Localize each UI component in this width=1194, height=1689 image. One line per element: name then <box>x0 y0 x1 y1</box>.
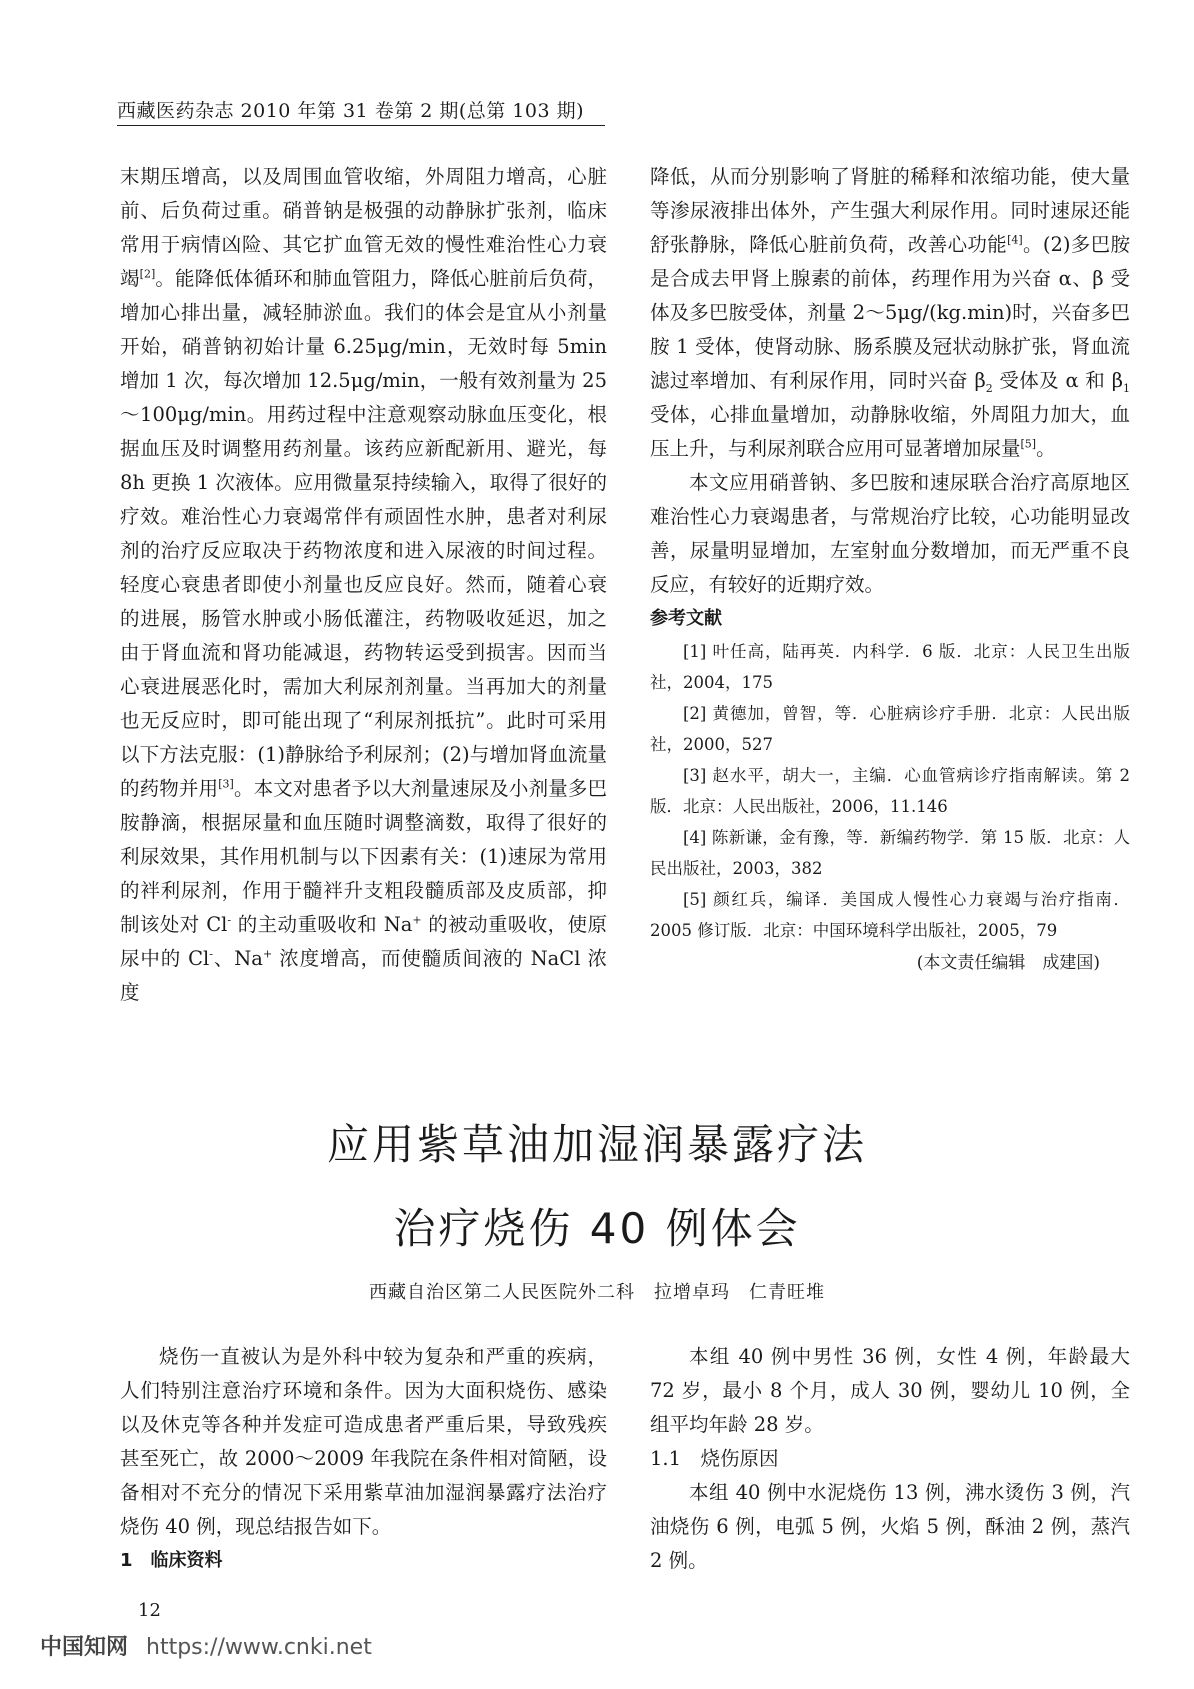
reference-item: [5] 颜红兵，编译．美国成人慢性心力衰竭与治疗指南．2005 修订版．北京：中国环境科学出版社，2005，79 <box>650 890 1130 940</box>
left-column-top <box>120 160 607 1010</box>
page-number: 12 <box>138 1600 161 1621</box>
journal-header: 西藏医药杂志 2010 年第 31 卷第 2 期(总第 103 期) <box>117 100 585 122</box>
editor-note: (本文责任编辑 成建国) <box>916 953 1100 973</box>
left-column-bottom <box>120 1340 607 1578</box>
article-title-line2: 治疗烧伤 40 例体会 <box>393 1204 801 1253</box>
reference-item: [4] 陈新谦，金有豫，等．新编药物学．第 15 版．北京：人民出版社，2003，382 <box>650 828 1130 878</box>
cnki-watermark <box>40 1630 372 1661</box>
right-column-bottom <box>650 1340 1130 1578</box>
right-column-top <box>650 160 1130 980</box>
author-byline: 西藏自治区第二人民医院外二科 拉增卓玛 仁青旺堆 <box>369 1282 825 1303</box>
header-rule <box>117 125 605 126</box>
references-heading: 参考文献 <box>650 608 722 629</box>
reference-item: [1] 叶任高，陆再英．内科学．6 版．北京：人民卫生出版社，2004，175 <box>650 642 1130 692</box>
reference-item: [3] 赵水平，胡大一，主编．心血管病诊疗指南解读。第 2 版．北京：人民出版社，2006，11.146 <box>650 766 1130 816</box>
paragraph: 本组 40 例中男性 36 例，女性 4 例，年龄最大 72 岁，最小 8 个月，成人 30 例，婴幼儿 10 例，全组平均年龄 28 岁。 <box>650 1345 1130 1436</box>
reference-item: [2] 黄德加，曾智，等．心脏病诊疗手册．北京：人民出版社，2000，527 <box>650 704 1130 754</box>
subsection-heading: 1.1 烧伤原因 <box>650 1447 779 1470</box>
paragraph: 本文应用硝普钠、多巴胺和速尿联合治疗高原地区难治性心力衰竭患者，与常规治疗比较，心功能明显改善，尿量明显增加，左室射血分数增加，而无严重不良反应，有较好的近期疗效。 <box>650 471 1130 596</box>
cnki-logo: 中国知网 <box>40 1635 129 1660</box>
cnki-url[interactable]: https://www.cnki.net <box>146 1635 372 1660</box>
paragraph: 烧伤一直被认为是外科中较为复杂和严重的疾病，人们特别注意治疗环境和条件。因为大面积烧伤、感染以及休克等各种并发症可造成患者严重后果，导致残疾甚至死亡，故 2000～2009 年我院在条件相对简陋，设备相对不充分的情况下采用紫草油加湿润暴露疗法治疗烧伤 40 例，现总结报告如下。 <box>120 1345 607 1538</box>
section-heading: 1 临床资料 <box>120 1550 223 1571</box>
article-title-line1: 应用紫草油加湿润暴露疗法 <box>326 1120 867 1169</box>
paragraph: 降低，从而分别影响了肾脏的稀释和浓缩功能，使大量等渗尿液排出体外，产生强大利尿作用。同时速尿还能舒张静脉，降低心脏前负荷，改善心功能[4]。(2)多巴胺是合成去甲肾上腺素的前体，药理作用为兴奋 α、β 受体及多巴胺受体，剂量 2～5μg/(kg.min)时，兴奋多巴胺 1 受体，使肾动脉、肠系膜及冠状动脉扩张，肾血流滤过率增加、有利尿作用，同时兴奋 $\beta_2$ 受体及 α 和 $\beta_1$ 受体，心排血量增加，动静脉收缩，外周阻力加大，血压上升，与利尿剂联合应用可显著增加尿量[5]。 <box>650 165 1130 460</box>
paragraph: 本组 40 例中水泥烧伤 13 例，沸水烫伤 3 例，汽油烧伤 6 例，电弧 5 例，火焰 5 例，酥油 2 例，蒸汽 2 例。 <box>650 1481 1130 1572</box>
paragraph: 末期压增高，以及周围血管收缩，外周阻力增高，心脏前、后负荷过重。硝普钠是极强的动静脉扩张剂，临床常用于病情凶险、其它扩血管无效的慢性难治性心力衰竭[2]。能降低体循环和肺血管阻力，降低心脏前后负荷，增加心排出量，减轻肺淤血。我们的体会是宜从小剂量开始，硝普钠初始计量 6.25μg/min，无效时每 5min 增加 1 次，每次增加 12.5μg/min，一般有效剂量为 25～100μg/min。用药过程中注意观察动脉血压变化，根据血压及时调整用药剂量。该药应新配新用、避光，每 8h 更换 1 次液体。应用微量泵持续输入，取得了很好的疗效。难治性心力衰竭常伴有顽固性水肿，患者对利尿剂的治疗反应取决于药物浓度和进入尿液的时间过程。轻度心衰患者即使小剂量也反应良好。然而，随着心衰的进展，肠管水肿或小肠低灌注，药物吸收延迟，加之由于肾血流和肾功能减退，药物转运受到损害。因而当心衰进展恶化时，需加大利尿剂剂量。当再加大的剂量也无反应时，即可能出现了“利尿剂抵抗”。此时可采用以下方法克服：(1)静脉给予利尿剂；(2)与增加肾血流量的药物并用[3]。本文对患者予以大剂量速尿及小剂量多巴胺静滴，根据尿量和血压随时调整滴数，取得了很好的利尿效果，其作用机制与以下因素有关：(1)速尿为常用的袢利尿剂，作用于髓袢升支粗段髓质部及皮质部，抑制该处对 Cl- 的主动重吸收和 Na+ 的被动重吸收，使原尿中的 Cl-、Na+ 浓度增高，而使髓质间液的 NaCl 浓度 <box>120 165 608 1004</box>
